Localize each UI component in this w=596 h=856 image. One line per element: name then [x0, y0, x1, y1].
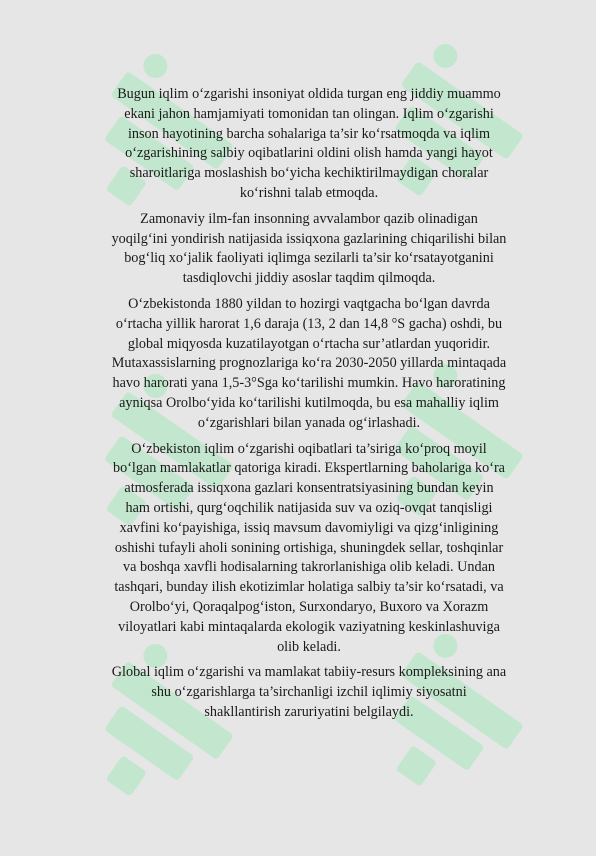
paragraph: O‘zbekistonda 1880 yildan to hozirgi vaqtgacha bo‘lgan davrda o‘rtacha yillik harorat 1,6 daraja (13, 2 dan 14,8 °S gacha) oshdi, bu global miqyosda kuzatilayotgan o‘rtacha sur’atlardan yuqoridir. Mutaxassislarning prognozlariga ko‘ra 2030-2050 yillarda mintaqada havo harorati yana 1,5-3°Sga ko‘tarilishi mumkin. Havo haroratining ayniqsa Orolbo‘yida ko‘tarilishi kutilmoqda, bu esa mahalliy iqlim o‘zgarishlari bilan yanada og‘irlashadi.	[111, 295, 507, 431]
paragraph: Bugun iqlim o‘zgarishi insoniyat oldida turgan eng jiddiy muammo ekani jahon hamjamiyati tomonidan tan olingan. Iqlim o‘zgarishi inson hayotining barcha sohalariga ta’sir ko‘rsatmoqda va iqlim o‘zgarishining salbiy oqibatlarini oldini olish hamda yangi hayot sharoitlariga moslashish bo‘yicha kechiktirilmaydigan choralar ko‘rishni talab etmoqda.	[117, 86, 501, 201]
paragraph: Global iqlim o‘zgarishi va mamlakat tabiiy-resurs kompleksining ana shu o‘zgarishlarga ta’sirchanligi izchil iqlimiy siyosatni shakllantirish zaruriyatini belgilaydi.	[111, 664, 507, 720]
paragraph: O‘zbekiston iqlim o‘zgarishi oqibatlari ta’siriga ko‘proq moyil bo‘lgan mamlakatlar qatoriga kiradi. Ekspertlarning baholariga ko‘ra atmosferada issiqxona gazlari konsentratsiyasining bundan keyin ham ortishi, qurg‘oqchilik natijasida suv va oziq-ovqat tanqisligi xavfini ko‘payishiga, issiq mavsum davomiyligi va qizg‘inligining oshishi tufayli aholi sonining ortishiga, shuningdek sellar, toshqinlar va boshqa xavfli hodisalarning takrorlanishiga olib keladi. Undan tashqari, bunday ilish ekotizimlar holatiga salbiy ta’sir ko‘rsatadi, va Orolbo‘yi, Qoraqalpog‘iston, Surxondaryo, Buxoro va Xorazm viloyatlari kabi mintaqalarda ekologik vaziyatning keskinlashuviga olib keladi.	[113, 440, 505, 655]
document-body	[84, 85, 534, 729]
paragraph: Zamonaviy ilm-fan insonning avvalambor qazib olinadigan yoqilg‘ini yondirish natijasida issiqxona gazlarining chiqarilishi bilan bog‘liq xo‘jalik faoliyati iqlimga sezilarli ta’sir ko‘rsatayotganini tasdiqlovchi jiddiy asoslar taqdim qilmoqda.	[111, 210, 507, 287]
